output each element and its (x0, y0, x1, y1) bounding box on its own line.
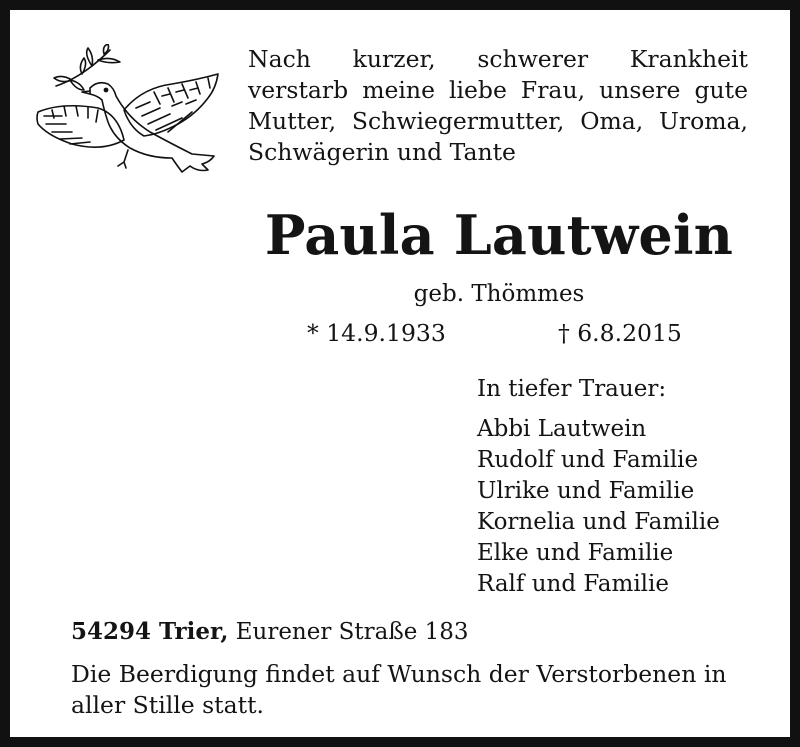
mourner-name: Abbi Lautwein (477, 416, 647, 442)
mourner-name: Elke und Familie (477, 540, 674, 566)
mourner-name: Rudolf und Familie (477, 447, 699, 473)
death-date: † 6.8.2015 (558, 319, 682, 347)
address-line (71, 616, 469, 648)
mourner-name: Kornelia und Familie (477, 509, 720, 535)
mourner-name: Ralf und Familie (477, 571, 669, 597)
deceased-name: Paula Lautwein (264, 203, 734, 267)
funeral-note: Die Beerdigung findet auf Wunsch der Verstorbenen in aller Stille statt. (71, 660, 727, 719)
dove-with-olive-branch-icon (32, 44, 222, 180)
mourners-list (477, 414, 720, 600)
mourners-heading: In tiefer Trauer: (477, 376, 667, 402)
maiden-name: geb. Thömmes (413, 281, 585, 307)
birth-date: * 14.9.1933 (307, 319, 446, 347)
intro-text: Nach kurzer, schwerer Krankheit verstarb meine liebe Frau, unsere gute Mutter, Schwiegermutter, Oma, Uroma, Schwägerin und Tante (248, 45, 748, 166)
mourners-block (477, 374, 720, 600)
address-city: 54294 Trier, (71, 618, 229, 645)
address-street: Eurener Straße 183 (235, 619, 469, 645)
mourner-name: Ulrike und Familie (477, 478, 695, 504)
